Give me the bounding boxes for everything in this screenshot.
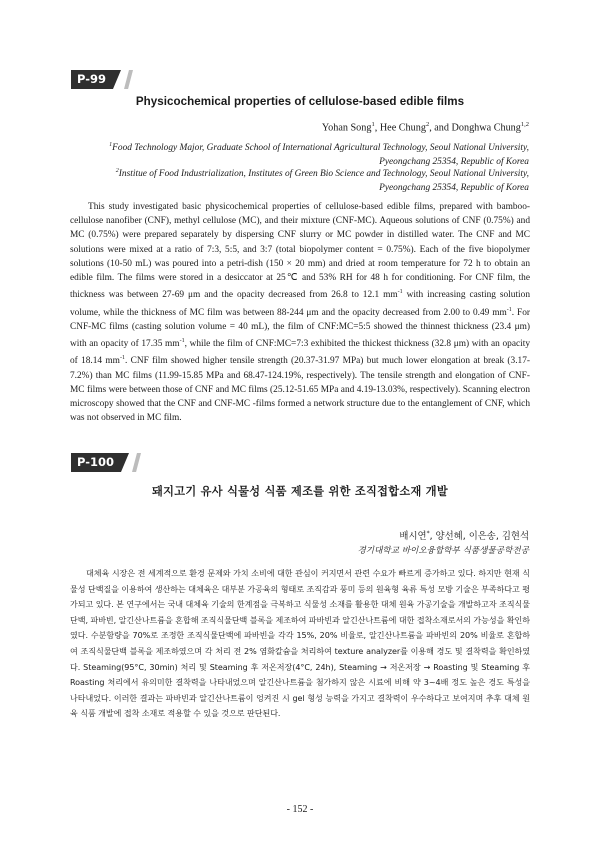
abstract-tag-label: P-100: [71, 453, 121, 472]
abstract-text: . For CNF-MC films (casting solution volume = 40 mL), the film of CNF:MC=5:5 showed the thinnest thickness (23.4 μm) with an opacity of 17.35 mm: [70, 307, 531, 350]
affiliation-text: Institue of Food Industrialization, Institutes of Green Bio Science and Technology, Seoul National University,: [118, 169, 529, 180]
abstract-text: . CNF film showed higher tensile strength (20.37-31.97 MPa) but much lower elongation at break (3.17-7.2%) than MC films (11.99-15.85 MPa and 68.47-124.19%, respectively). The tensile strength and elongation of CNF-MC films were between those of CNF and MC films (25.12-51.65 MPa and 4.19-13.03%, respectively). Scanning electron microscopy showed that the CNF and CNF-MC -films formed a network structure due to the entanglement of CNF, which was not observed in MC film.: [70, 356, 530, 424]
unit-sup: -1: [506, 306, 512, 313]
author-list: 배시연*, 양선혜, 이은송, 김현석: [399, 529, 529, 542]
author-sup: 1: [371, 121, 375, 128]
affiliation-text: Food Technology Major, Graduate School of International Agricultural Technology, Seoul National University,: [112, 143, 529, 154]
author-name: 이은송: [468, 531, 496, 542]
abstract-text: , while the film of CNF:MC=7:3 exhibited the thickest thickness (32.8 μm) with an opacity of 18.14 mm: [70, 339, 530, 367]
author-name: 배시연: [399, 531, 427, 542]
abstract-body: [70, 200, 530, 425]
affiliation: [59, 164, 529, 195]
author-name: 양선혜: [435, 531, 463, 542]
tag-stripe-decoration: [124, 70, 133, 89]
affiliation-line: Pyeongchang 25354, Republic of Korea: [379, 183, 529, 194]
abstract-tag: [71, 70, 133, 89]
page-number: - 152 -: [286, 804, 314, 815]
abstract-title: 돼지고기 유사 식물성 식품 제조를 위한 조직접합소재 개발: [152, 485, 448, 498]
abstract-tag: [71, 453, 141, 472]
author-sup: 2: [425, 121, 430, 128]
abstract-body: 대체육 시장은 전 세계적으로 환경 문제와 가치 소비에 대한 관심이 커지면서 관련 수요가 빠르게 증가하고 있다. 하지만 현재 식물성 단백질을 이용하여 생산하는 대체육은 대부분 가공육의 형태로 조직감과 풍미 등의 원육형 육류 특성 모방 기술은 부족하다고 평가되고 있다. 본 연구에서는 국내 대체육 기술의 한계점을 극복하고 식물성 소재를 활용한 대체 원육 가공기술을 개발하고자 조직식물단백, 파바빈, 알긴산나트륨을 혼합해 조직식물단백 블록을 제조하여 파바빈과 알긴산나트륨에 대한 접착소재로서의 가능성을 확인하였다. 수분함량을 70%로 조정한 조직식물단백에 파바빈을 각각 15%, 20% 비율로, 알긴산나트륨을 파바빈의 20% 비율로 혼합하여 조직식물단백 블록을 제조하였으며 각 처리 전 2% 염화칼슘을 처리하여 texture analyzer를 이용해 경도 및 결착력을 확인하였다. Steaming(95°C, 30min) 처리 및 Steaming 후 저온저장(4°C, 24h), Steaming → 저온저장 → Roasting 및 Steaming 후 Roasting 처리에서 유의미한 결착력을 나타내었으며 알긴산나트륨을 첨가하지 않은 시료에 비해 약 3~4배 정도 높은 경도 특성을 나타내었다. 이러한 결과는 파바빈과 알긴산나트륨이 엉켜진 시 gel 형성 능력을 가지고 결착력이 우수하다고 보여지며 추후 대체 원육 식품 개발에 접착 소재로 적용할 수 있을 것으로 판단된다.: [70, 569, 530, 719]
affiliation-sup: 1: [109, 142, 113, 148]
unit-sup: -1: [119, 355, 125, 362]
author-name: Yohan Song: [321, 122, 372, 134]
author-sup: 1,2: [520, 121, 529, 128]
author-name: Hee Chung: [379, 122, 426, 134]
affiliation-sup: 2: [115, 168, 119, 174]
author-sup: *: [426, 529, 430, 537]
unit-sup: -1: [397, 289, 403, 296]
author-name: 김현석: [501, 531, 529, 542]
affiliation-line: Pyeongchang 25354, Republic of Korea: [379, 157, 529, 168]
tag-wedge-decoration: [121, 453, 129, 472]
abstract-text: This study investigated basic physicochemical properties of cellulose-based edible films, prepared with bamboo-cellulose nanofiber (CNF), methyl cellulose (MC), and their mixture (CNF-MC). Aqueous solutions of CNF (0.75%) and MC (0.75%) were prepared separately by dispersing CNF slurry or MC powder in distilled water. The CNF and MC solutions were mixed at a ratio of 7:3, 5:5, and 3:7 (total biopolymer content = 0.75%). Each of the five biopolymer solutions (10-50 mL) was poured into a petri-dish (150 × 20 mm) and dried at room temperature for 72 h to obtain an edible film. The films were stored in a desiccator at 25℃ and 53% RH for 48 h for conditioning. For CNF film, the thickness was between 27-69 μm and the opacity decreased from 26.8 to 12.1 mm: [70, 202, 530, 301]
unit-sup: -1: [179, 338, 185, 345]
affiliation-line: [59, 164, 529, 181]
affiliation: 경기대학교 바이오융합학부 식품생물공학전공: [357, 546, 529, 556]
abstract-tag-label: P-99: [71, 70, 113, 89]
author-list: Yohan Song$^1$, Hee Chung$^2$, and Donghwa Chung$^{1,2}$: [321, 121, 529, 134]
tag-stripe-decoration: [132, 453, 141, 472]
author-name: Donghwa Chung: [451, 122, 521, 134]
tag-wedge-decoration: [113, 70, 121, 89]
abstract-text: with increasing casting solution volume, while the thickness of MC film was between 88-244 μm and the opacity decreased from 2.00 to 0.49 mm: [70, 290, 530, 318]
abstract-title: Physicochemical properties of cellulose-based edible films: [135, 95, 465, 108]
affiliation-line: [59, 138, 529, 155]
